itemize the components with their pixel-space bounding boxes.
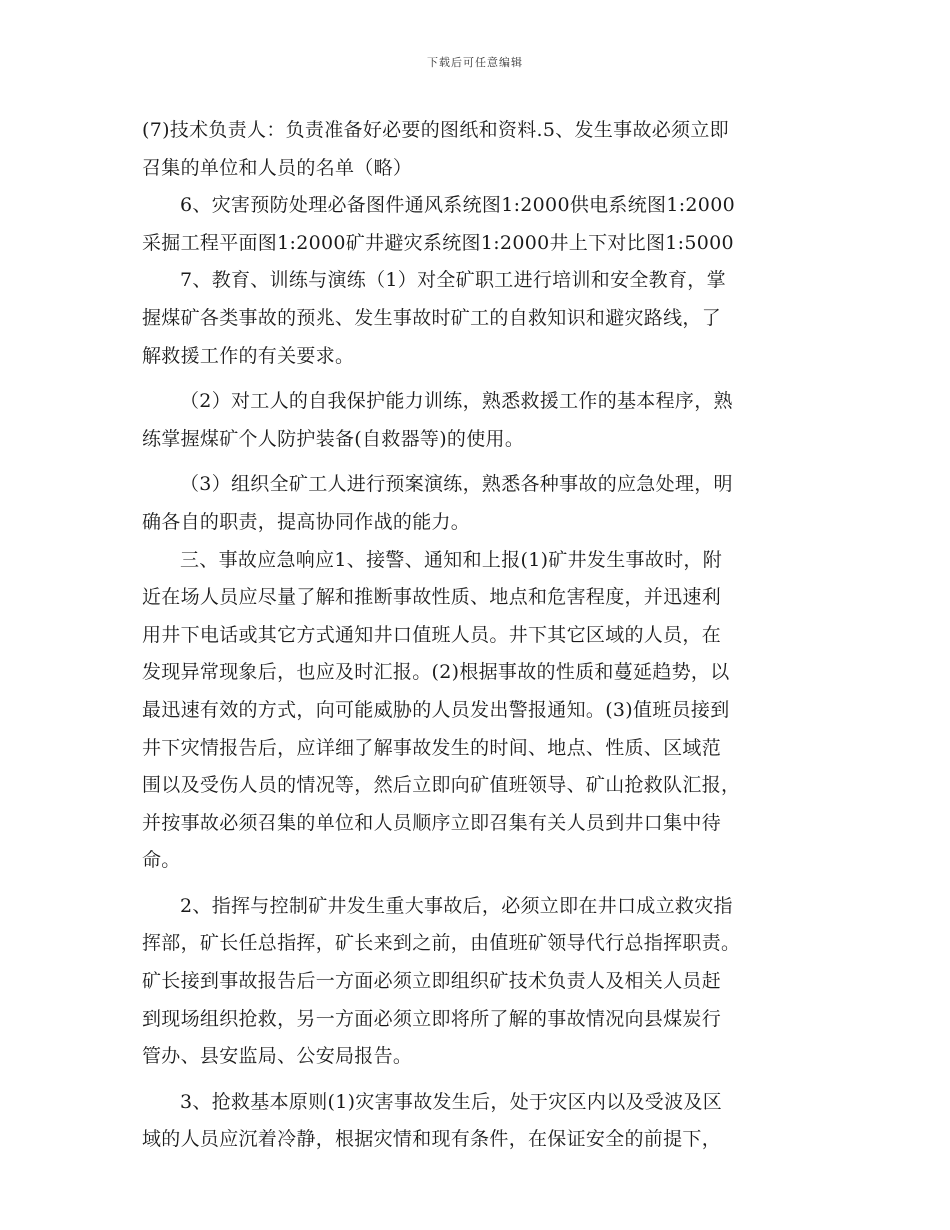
paragraph xyxy=(142,112,807,187)
text-line: 域的人员应沉着冷静，根据灾情和现有条件，在保证安全的前提下， xyxy=(142,1128,722,1151)
paragraph xyxy=(142,383,807,458)
text-line: 到现场组织抢救，另一方面必须立即将所了解的事故情况向县煤炭行 xyxy=(142,1007,722,1030)
document-body xyxy=(142,112,807,1159)
text-line: 解救援工作的有关要求。 xyxy=(142,344,355,367)
text-line: 握煤矿各类事故的预兆、发生事故时矿工的自救知识和避灾路线，了 xyxy=(142,306,722,329)
text-line: 3、抢救基本原则(1)灾害事故发生后，处于灾区内以及受波及区 xyxy=(180,1090,723,1113)
text-line: 最迅速有效的方式，向可能威胁的人员发出警报通知。(3)值班员接到 xyxy=(142,698,730,721)
text-line: 并按事故必须召集的单位和人员顺序立即召集有关人员到井口集中待 xyxy=(142,811,722,834)
paragraph xyxy=(142,542,807,880)
text-line: 近在场人员应尽量了解和推断事故性质、地点和危害程度，并迅速利 xyxy=(142,586,722,609)
paragraph-gap xyxy=(142,880,807,888)
text-line: 命。 xyxy=(142,849,181,872)
text-line: 6、灾害预防处理必备图件通风系统图1:2000供电系统图1:2000 xyxy=(180,194,735,217)
text-line: 2、指挥与控制矿井发生重大事故后，必须立即在井口成立救灾指 xyxy=(180,894,733,917)
text-line: 发现异常现象后，也应及时汇报。(2)根据事故的性质和蔓延趋势，以 xyxy=(142,661,730,684)
text-line: (7)技术负责人：负责准备好必要的图纸和资料.5、发生事故必须立即 xyxy=(142,119,729,141)
paragraph xyxy=(142,187,807,262)
text-line: 管办、县安监局、公安局报告。 xyxy=(142,1045,413,1068)
text-line: 采掘工程平面图1:2000矿井避灾系统图1:2000井上下对比图1:5000 xyxy=(142,231,734,254)
paragraph xyxy=(142,888,807,1076)
page-header-note: 下载后可任意编辑 xyxy=(427,56,523,69)
text-line: 确各自的职责，提高协同作战的能力。 xyxy=(142,510,471,533)
text-line: （3）组织全矿工人进行预案演练，熟悉各种事故的应急处理，明 xyxy=(180,473,733,496)
text-line: 召集的单位和人员的名单（略） xyxy=(142,156,413,179)
text-line: 围以及受伤人员的情况等，然后立即向矿值班领导、矿山抢救队汇报， xyxy=(142,774,741,797)
text-line: 用井下电话或其它方式通知井口值班人员。井下其它区域的人员，在 xyxy=(142,623,722,646)
paragraph-gap xyxy=(142,375,807,383)
text-line: 井下灾情报告后，应详细了解事故发生的时间、地点、性质、区域范 xyxy=(142,736,722,759)
text-line: 矿长接到事故报告后一方面必须立即组织矿技术负责人及相关人员赶 xyxy=(142,970,722,993)
paragraph-gap xyxy=(142,1076,807,1084)
text-line: 练掌握煤矿个人防护装备(自救器等)的使用。 xyxy=(142,427,525,450)
text-line: 三、事故应急响应1、接警、通知和上报(1)矿井发生事故时，附 xyxy=(180,548,723,571)
paragraph xyxy=(142,466,807,541)
paragraph xyxy=(142,262,807,375)
text-line: 挥部，矿长任总指挥，矿长来到之前，由值班矿领导代行总指挥职责。 xyxy=(142,932,741,955)
text-line: （2）对工人的自我保护能力训练，熟悉救援工作的基本程序，熟 xyxy=(180,390,733,413)
paragraph-gap xyxy=(142,458,807,466)
paragraph xyxy=(142,1084,807,1159)
text-line: 7、教育、训练与演练（1）对全矿职工进行培训和安全教育，掌 xyxy=(180,269,726,292)
